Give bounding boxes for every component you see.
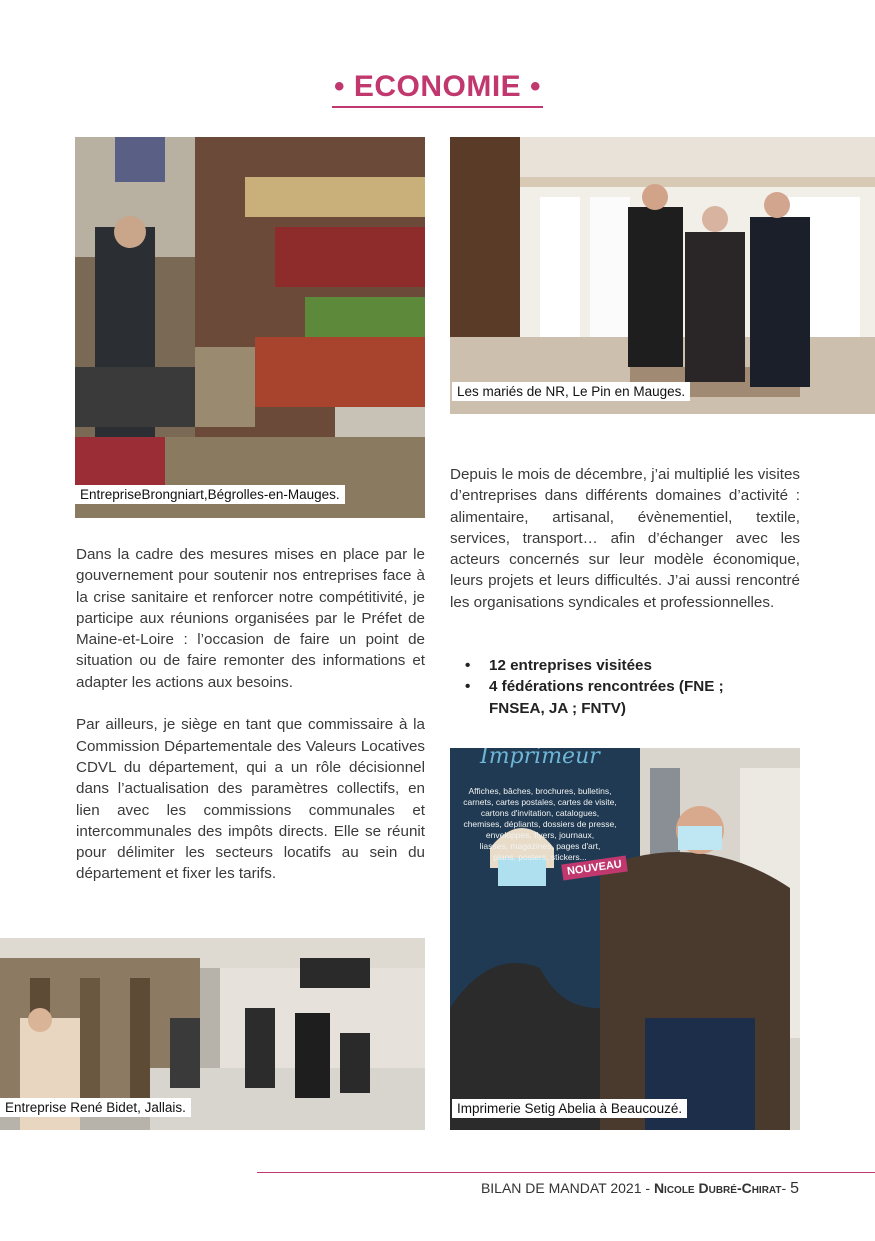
photo-printing-shop — [450, 748, 800, 1130]
photo-leather-caption: EntrepriseBrongniart,Bégrolles-en-Mauges. — [75, 485, 345, 504]
banner-line: liasses, magazines, pages d'art, — [479, 841, 601, 851]
photo-workshop-caption: Entreprise René Bidet, Jallais. — [0, 1098, 191, 1117]
footer — [481, 1180, 799, 1198]
page-title: • ECONOMIE • — [332, 70, 543, 108]
banner-line: carnets, cartes postales, cartes de visite, — [463, 797, 617, 807]
photo-wedding-shop-image — [450, 137, 875, 414]
banner-line: Affiches, bâches, brochures, bulletins, — [468, 786, 612, 796]
banner-title: Imprimeur — [480, 748, 600, 769]
footer-author: Nicole Dubré-Chirat — [653, 1180, 782, 1196]
stats-item: • 4 fédérations rencontrées (FNE ; FNSEA, JA ; FNTV) — [465, 676, 765, 719]
banner-text — [460, 786, 620, 863]
footer-divider — [257, 1172, 875, 1173]
banner-line: plans, posters, stickers... — [493, 852, 587, 862]
banner-line: cartons d'invitation, catalogues, — [480, 808, 600, 818]
photo-wedding-shop — [450, 137, 875, 414]
stats-item: • 12 entreprises visitées — [465, 655, 765, 676]
banner-badge: NOUVEAU — [561, 856, 628, 881]
right-paragraph: Depuis le mois de décembre, j’ai multiplié les visites d’entreprises dans différents domaines d’activité : alimentaire, artisanal, évènementiel, textile, services, transport… afin d’échanger avec les acteurs concernés sur leur modèle économique, leurs projets et leurs difficultés. J’ai aussi rencontré les organisations syndicales et professionnelles. — [450, 466, 800, 611]
left-paragraph-1: Dans la cadre des mesures mises en place par le gouvernement pour soutenir nos entreprises face à la crise sanitaire et renforcer notre compétitivité, je participe aux réunions organisées par le Préfet de Maine-et-Loire : l’occasion de faire un point de situation ou de faire remonter des informations et adapter les actions aux besoins. — [76, 546, 425, 691]
footer-prefix: BILAN DE MANDAT 2021 - — [480, 1180, 654, 1196]
photo-leather-warehouse — [75, 137, 425, 518]
stats-list — [465, 655, 765, 719]
page-number: 5 — [790, 1180, 799, 1197]
page-title-wrap — [0, 70, 875, 108]
photo-wedding-caption: Les mariés de NR, Le Pin en Mauges. — [452, 382, 690, 401]
photo-printing-caption: Imprimerie Setig Abelia à Beaucouzé. — [452, 1099, 687, 1118]
left-paragraph-2: Par ailleurs, je siège en tant que commissaire à la Commission Départementale des Valeurs Locatives CDVL du département, qui a un rôle décisionnel dans l’actualisation des paramètres collectifs, en lien avec les commissions communales et intercommunales des impôts directs. Elle se réunit pour délimiter les secteurs locatifs au sein du département et fixer les tarifs. — [76, 716, 425, 883]
banner-line: chemises, dépliants, dossiers de presse, — [463, 819, 617, 829]
left-column-text — [76, 544, 425, 885]
banner-line: enveloppes, flyers, journaux, — [485, 830, 595, 840]
right-column-text — [450, 464, 800, 613]
photo-leather-warehouse-image — [75, 137, 425, 518]
footer-suffix: - — [781, 1180, 791, 1196]
